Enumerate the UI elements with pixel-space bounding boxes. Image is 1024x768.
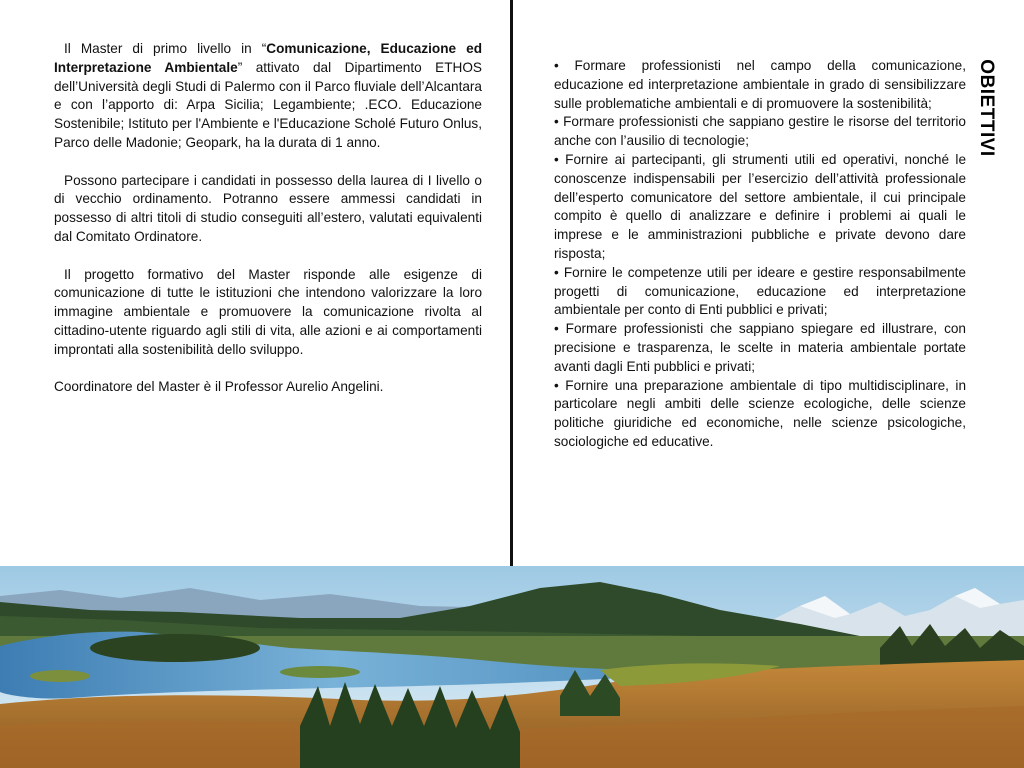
objective-item: • Fornire ai partecipanti, gli strumenti utili ed operativi, nonché le conoscenze indispensabili per l’esercizio dell’attività professionale dell’esperto comunicatore del settore ambientale, il cui principale compito è quello di analizzare e definire i problemi ai quali le imprese e le amministrazioni pubbliche e private devono dare risposta; xyxy=(554,151,966,261)
left-column xyxy=(54,40,482,416)
objective-item: • Fornire una preparazione ambientale di tipo multidisciplinare, in particolare negli ambiti delle scienze ecologiche, delle scienze politiche giuridiche ed economiche, nelle scienze psicologiche, sociologiche ed educative. xyxy=(554,377,966,449)
landscape-image xyxy=(0,566,1024,768)
landscape-illustration xyxy=(0,566,1024,768)
objectives-list xyxy=(554,57,966,452)
objective-item: • Formare professionisti nel campo della comunicazione, educazione ed interpretazione ambientale in grado di sensibilizzare sulle problematiche ambientali e di promuovere la sostenibilità; xyxy=(554,58,966,111)
column-divider xyxy=(510,0,513,566)
objective-item: • Fornire le competenze utili per ideare e gestire responsabilmente progetti di comunicazione, educazione ed interpretazione ambientale per conto di Enti pubblici e privati; xyxy=(554,264,966,318)
coordinator-paragraph: Coordinatore del Master è il Professor Aurelio Angelini. xyxy=(54,379,384,395)
admission-paragraph: Possono partecipare i candidati in possesso della laurea di I livello o di vecchio ordinamento. Potranno essere ammessi candidati in possesso di altri titoli di studio conseguiti all’estero, valutati equivalenti dal Comitato Ordinatore. xyxy=(54,172,482,244)
master-title: Comunicazione, Educazione ed Interpretazione Ambientale xyxy=(54,41,482,75)
objectives-heading: OBIETTIVI xyxy=(976,59,997,157)
objective-item: • Formare professionisti che sappiano gestire le risorse del territorio anche con l’ausilio di tecnologie; xyxy=(554,114,966,149)
intro-paragraph: Il Master di primo livello in “Comunicazione, Educazione ed Interpretazione Ambientale” attivato dal Dipartimento ETHOS dell’Università degli Studi di Palermo con il Parco fluviale dell’Alcantara e con l’apporto di: Arpa Sicilia; Legambiente; .ECO. Educazione Sostenibile; Istituto per l'Ambiente e l'Educazione Scholé Futuro Onlus, Parco delle Madonie; Geopark, ha la durata di 1 anno. xyxy=(54,41,482,150)
objective-item: • Formare professionisti che sappiano spiegare ed illustrare, con precisione e trasparenza, le scelte in materia ambientale portate avanti dagli Enti pubblici e privati; xyxy=(554,321,966,374)
project-paragraph: Il progetto formativo del Master risponde alle esigenze di comunicazione di tutte le istituzioni che intendono valorizzare la loro immagine ambientale e promuovere la comunicazione rivolta al cittadino-utente riguardo agli stili di vita, alle azioni e ai comportamenti improntati alla sostenibilità dello sviluppo. xyxy=(54,266,482,357)
